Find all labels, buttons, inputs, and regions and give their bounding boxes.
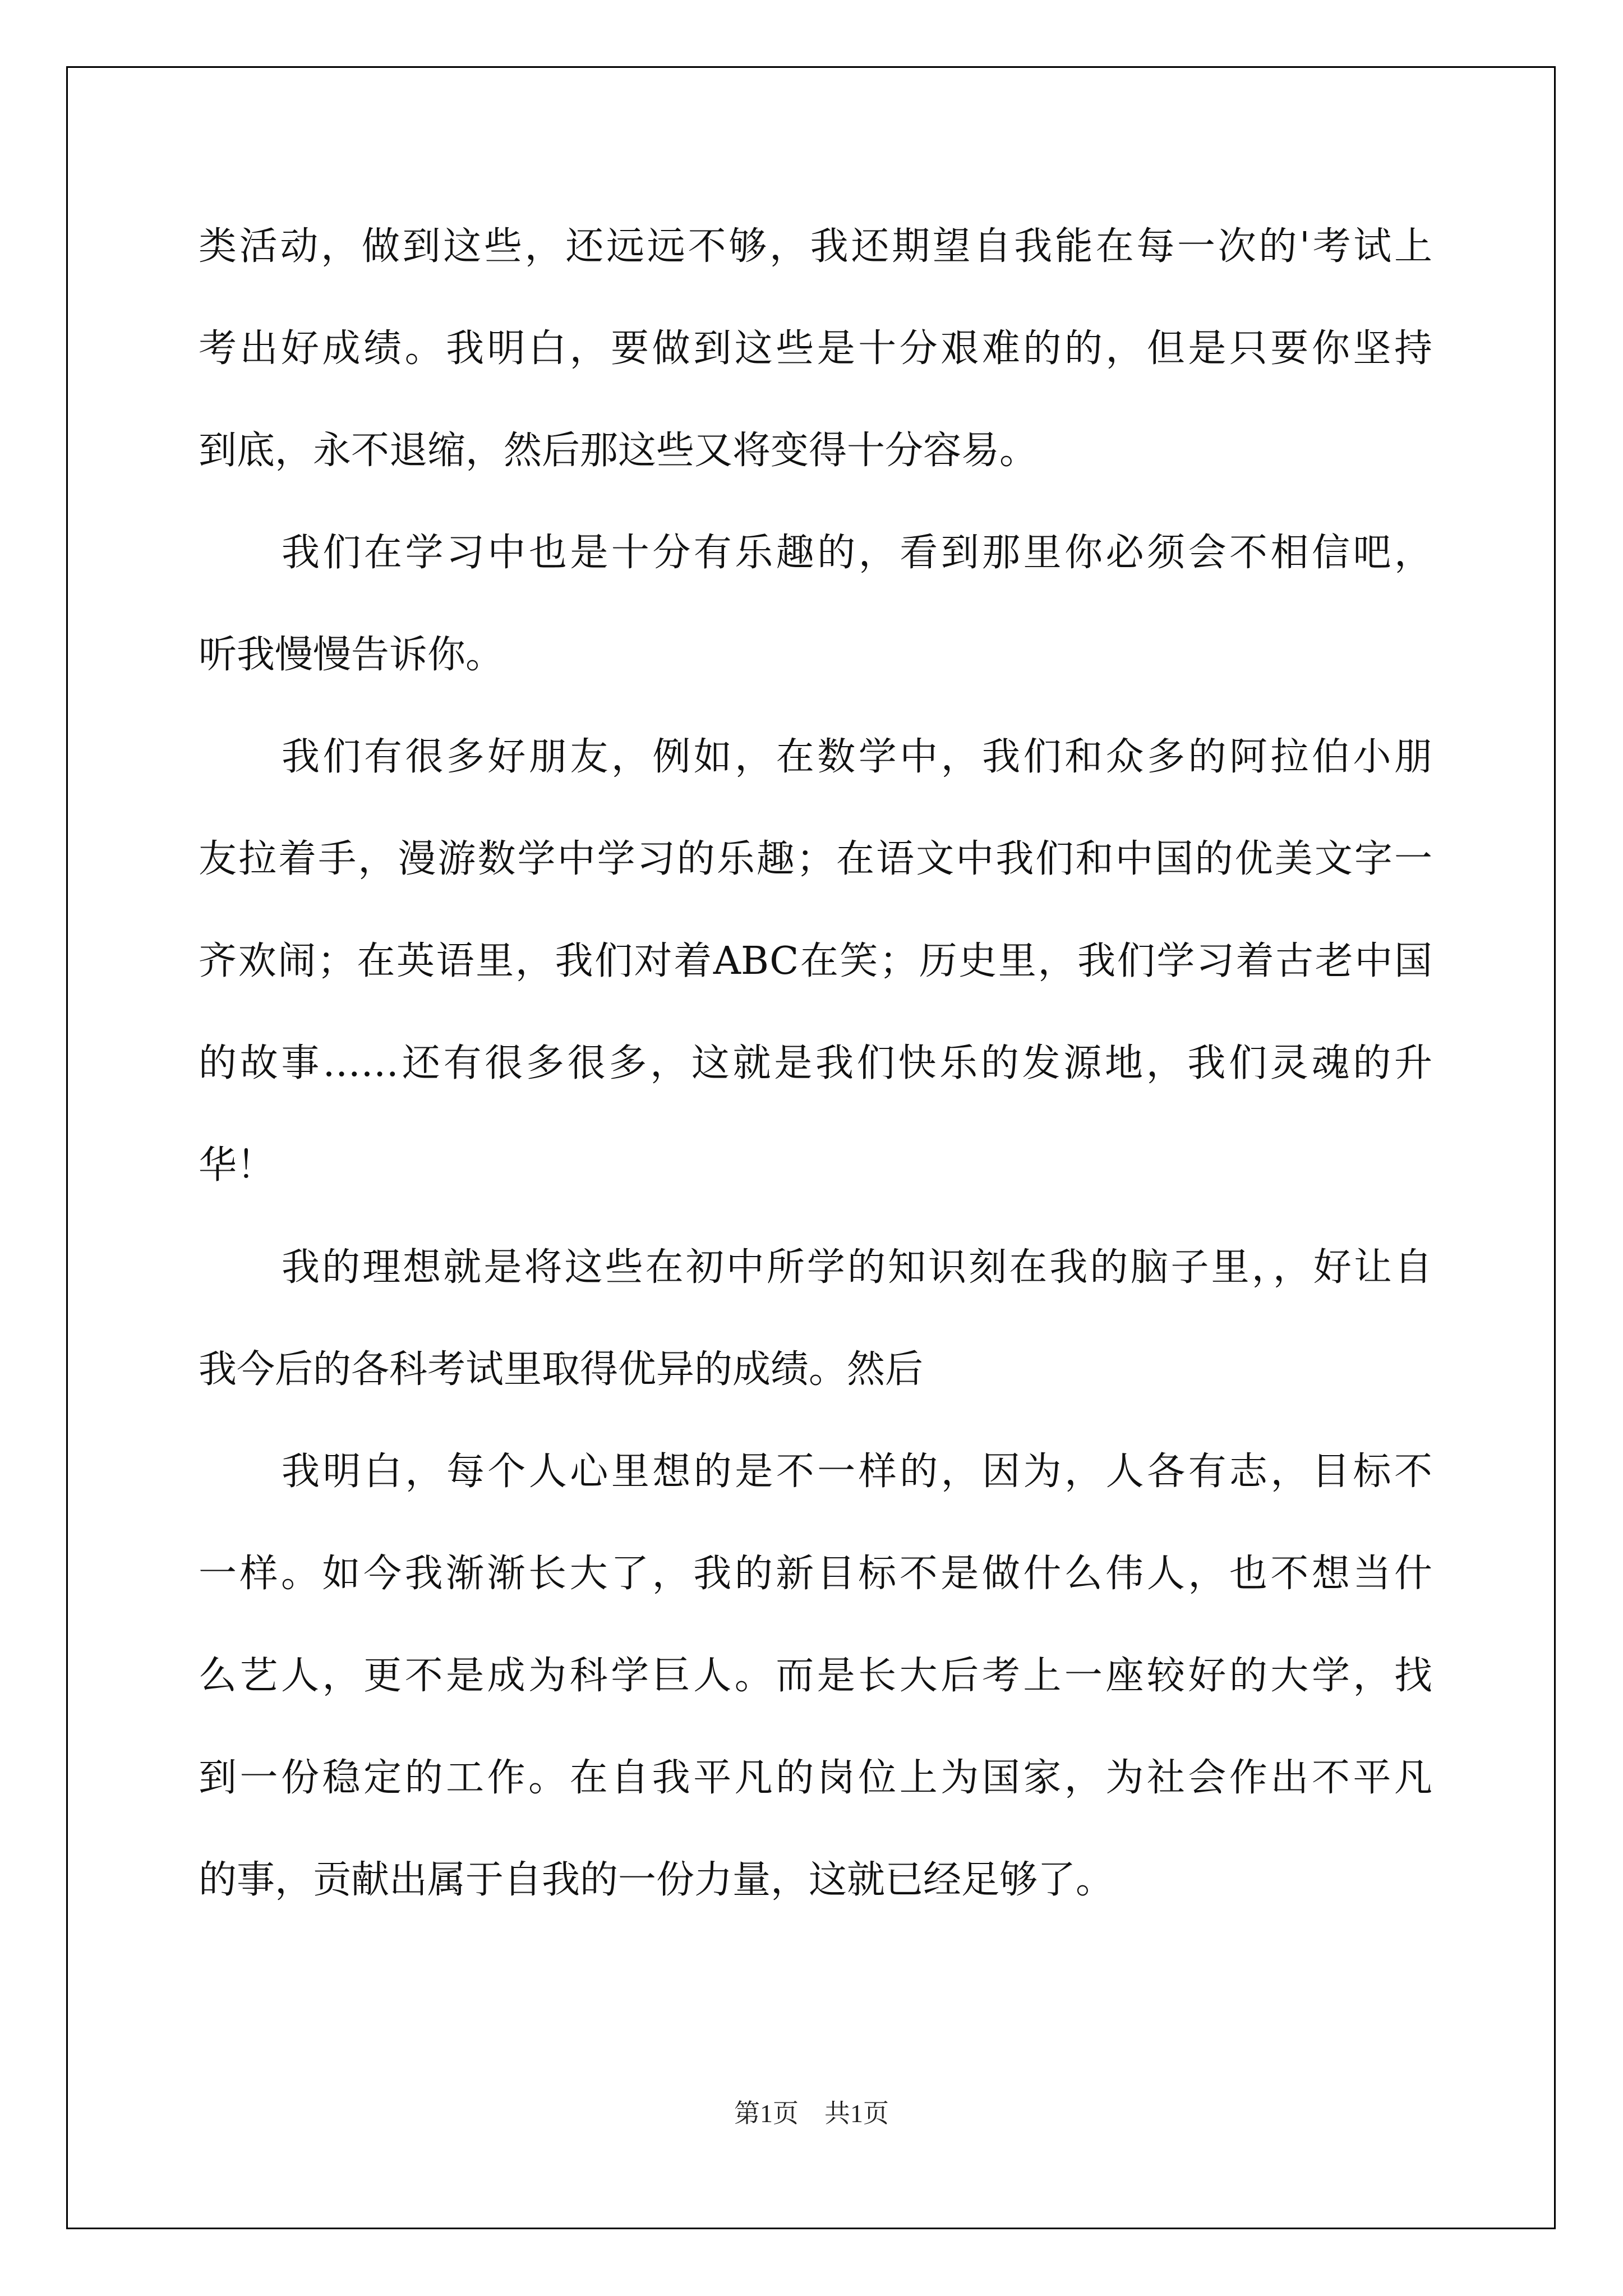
text-line: 到一份稳定的工作。在自我平凡的岗位上为国家，为社会作出不平凡 (199, 1756, 1432, 1800)
text-line: 我明白，每个人心里想的是不一样的，因为，人各有志，目标不 (282, 1450, 1432, 1494)
text-line: 的故事……还有很多很多，这就是我们快乐的发源地，我们灵魂的升 (199, 1041, 1432, 1085)
text-line: 一样。如今我渐渐长大了，我的新目标不是做什么伟人，也不想当什 (199, 1552, 1432, 1596)
text-line: 华！ (199, 1143, 275, 1188)
text-line: 考出好成绩。我明白，要做到这些是十分艰难的的，但是只要你坚持 (199, 326, 1432, 371)
text-line: 我们在学习中也是十分有乐趣的，看到那里你必须会不相信吧， (282, 531, 1432, 575)
text-line: 到底，永不退缩，然后那这些又将变得十分容易。 (199, 429, 1038, 473)
text-line: 我今后的各科考试里取得优异的成绩。然后 (199, 1347, 924, 1392)
text-line: 友拉着手，漫游数学中学习的乐趣；在语文中我们和中国的优美文字一 (199, 837, 1432, 881)
text-line: 我的理想就是将这些在初中所学的知识刻在我的脑子里，，好让自 (282, 1245, 1432, 1290)
text-line: 听我慢慢告诉你。 (199, 633, 504, 677)
page-number: 第1页 共1页 (734, 2099, 889, 2128)
text-line: 齐欢闹；在英语里，我们对着ABC在笑；历史里，我们学习着古老中国 (199, 939, 1432, 983)
text-line: 的事，贡献出属于自我的一份力量，这就已经足够了。 (199, 1858, 1114, 1902)
text-line: 类活动，做到这些，还远远不够，我还期望自我能在每一次的'考试上 (199, 224, 1432, 269)
text-line: 么艺人，更不是成为科学巨人。而是长大后考上一座较好的大学，找 (199, 1654, 1432, 1698)
text-line: 我们有很多好朋友，例如，在数学中，我们和众多的阿拉伯小朋 (282, 735, 1432, 779)
